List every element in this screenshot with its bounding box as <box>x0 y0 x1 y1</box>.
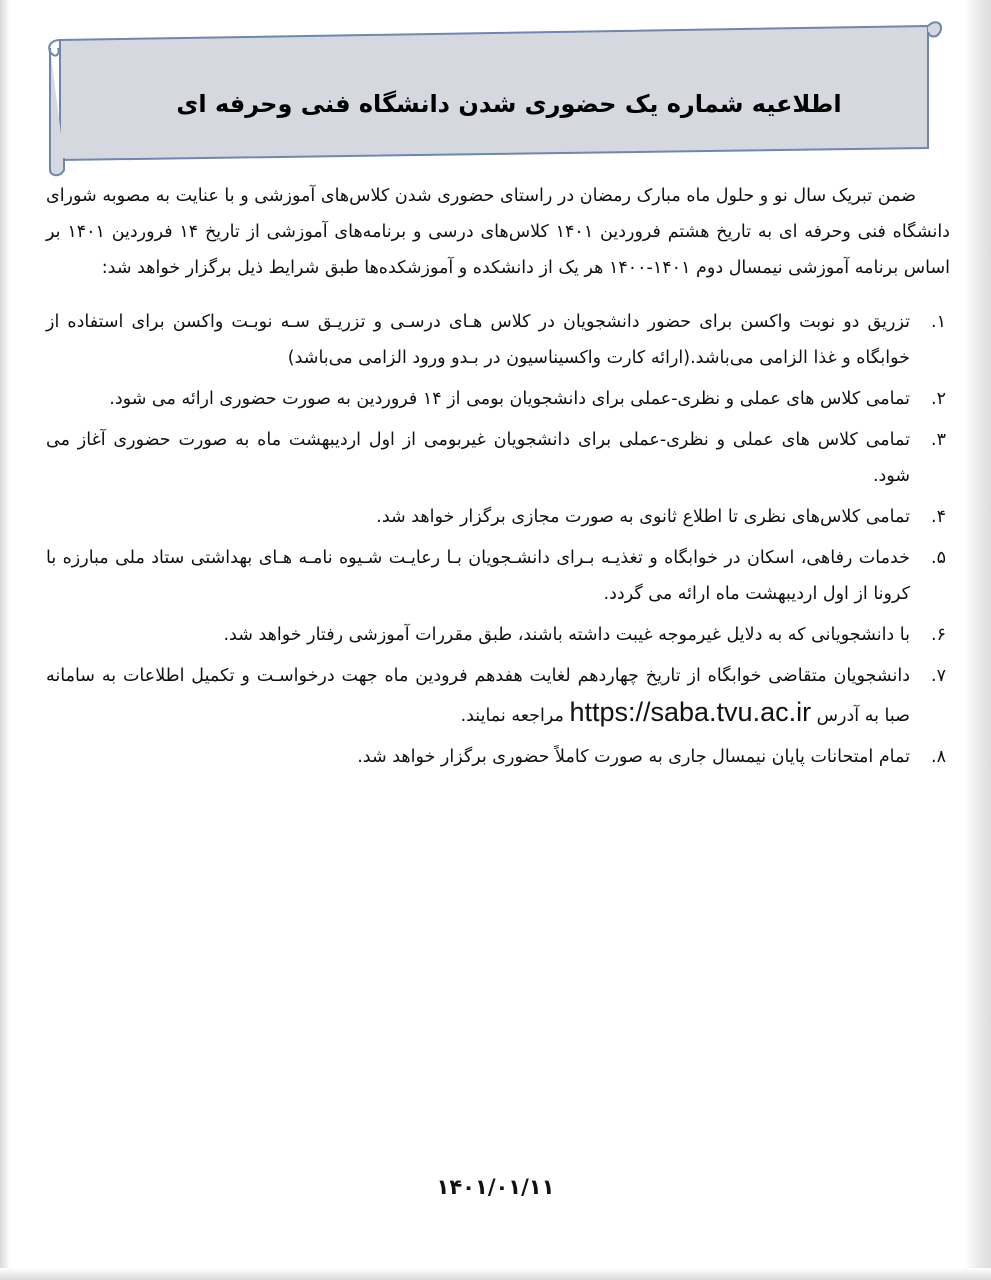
announcement-body <box>46 178 950 780</box>
item-number: ۴. <box>931 507 946 527</box>
item-text: تمام امتحانات پایان نیمسال جاری به صورت کاملاً حضوری برگزار خواهد شد. <box>357 747 910 767</box>
saba-url-link[interactable]: https://saba.tvu.ac.ir <box>569 697 812 727</box>
item-text: دانشجویان متقاضی خوابگاه از تاریخ چهاردهم لغایت هفدهم فرودین ماه جهت درخواسـت و تکمیل اطلاعات به سامانه صبا به آدرس <box>46 666 910 726</box>
title-scroll-banner <box>40 18 944 182</box>
item-text: تمامی کلاس های عملی و نظری-عملی برای دانشجویان بومی از ۱۴ فروردین به صورت حضوری ارائه می شود. <box>109 389 910 409</box>
item-text-after: مراجعه نمایند. <box>460 706 564 726</box>
announcement-date: ۱۴۰۱/۰۱/۱۱ <box>436 1175 555 1199</box>
announcement-title: اطلاعیه شماره یک حضوری شدن دانشگاه فنی وحرفه ای <box>176 90 842 118</box>
list-item <box>46 304 950 376</box>
page-edge-left <box>0 0 10 1280</box>
rules-list <box>46 304 950 775</box>
list-item <box>46 617 950 653</box>
item-number: ۸. <box>931 747 946 767</box>
item-text: تمامی کلاس های عملی و نظری-عملی برای دانشجویان غیربومی از اول اردیبهشت ماه به صورت حضوری آغاز می شود. <box>46 430 910 486</box>
item-text: خدمات رفاهی، اسکان در خوابگاه و تغذیـه بـرای دانشـجویان بـا رعایـت شـیوه نامـه هـای بهداشتی ستاد ملی مبارزه با کرونا از اول اردیبهشت ماه ارائه می گردد. <box>46 548 910 604</box>
item-number: ۷. <box>931 666 946 686</box>
item-number: ۲. <box>931 389 946 409</box>
item-text: تزریق دو نوبت واکسن برای حضور دانشجویان در کلاس هـای درسـی و تزریـق سـه نوبـت واکسن برای استفاده از خوابگاه و غذا الزامی می‌باشد.(ارائه کارت واکسیناسیون در بـدو ورود الزامی می‌باشد) <box>46 312 910 368</box>
list-item <box>46 381 950 417</box>
item-number: ۱. <box>931 312 946 332</box>
list-item <box>46 422 950 494</box>
page-edge-bottom <box>0 1268 991 1280</box>
list-item <box>46 658 950 734</box>
item-text: با دانشجویانی که به دلایل غیرموجه غیبت داشته باشند، طبق مقررات آموزشی رفتار خواهد شد. <box>223 625 910 645</box>
item-number: ۳. <box>931 430 946 450</box>
list-item <box>46 540 950 612</box>
list-item <box>46 739 950 775</box>
item-text: تمامی کلاس‌های نظری تا اطلاع ثانوی به صورت مجازی برگزار خواهد شد. <box>376 507 910 527</box>
intro-paragraph: ضمن تبریک سال نو و حلول ماه مبارک رمضان در راستای حضوری شدن کلاس‌های آموزشی و با عنایت به مصوبه شورای دانشگاه فنی وحرفه ای به تاریخ هشتم فروردین ۱۴۰۱ کلاس‌های درسی و برنامه‌های آموزشی از تاریخ ۱۴ فروردین ۱۴۰۱ بر اساس برنامه آموزشی نیمسال دوم ۱۴۰۱-۱۴۰۰ هر یک از دانشکده و آموزشکده‌ها طبق شرایط ذیل برگزار خواهد شد: <box>46 186 950 278</box>
item-number: ۵. <box>931 548 946 568</box>
item-number: ۶. <box>931 625 946 645</box>
list-item <box>46 499 950 535</box>
page-edge-right <box>965 0 991 1280</box>
